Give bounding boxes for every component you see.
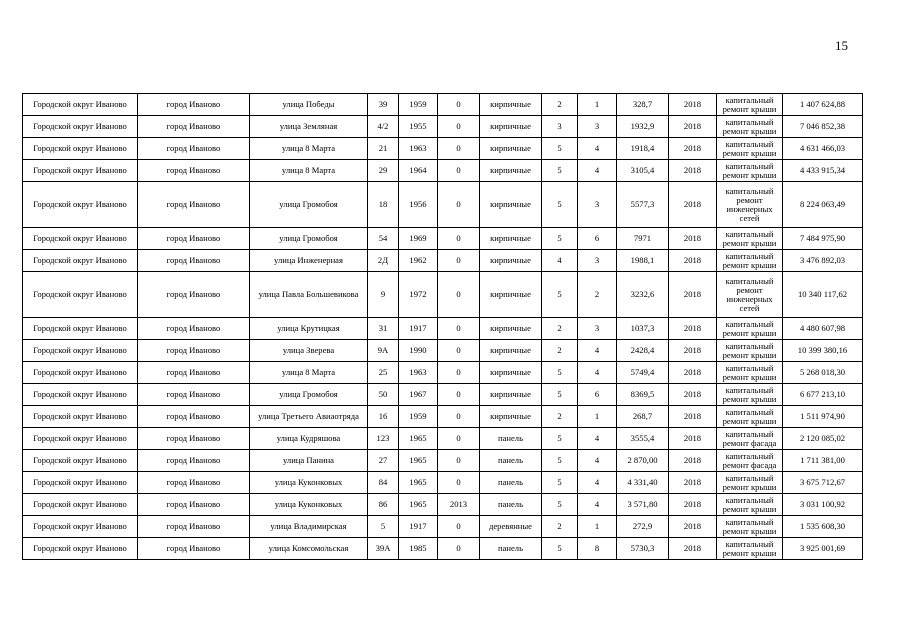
cell-municipality: Городской округ Иваново [23,160,138,182]
cell-municipality: Городской округ Иваново [23,472,138,494]
cell-plan-year: 2018 [669,428,717,450]
cell-plan-year: 2018 [669,138,717,160]
table-row [23,340,863,362]
cell-plan-year: 2018 [669,228,717,250]
cell-cost: 3 031 100,92 [783,494,863,516]
cell-area: 1037,3 [617,318,669,340]
cell-municipality: Городской округ Иваново [23,406,138,428]
cell-plan-year: 2018 [669,384,717,406]
cell-house-number: 54 [368,228,399,250]
cell-work-type: капитальный ремонт крыши [717,494,783,516]
cell-area: 1918,4 [617,138,669,160]
cell-area: 2 870,00 [617,450,669,472]
cell-settlement: город Иваново [138,428,250,450]
cell-build-year: 1972 [399,272,438,318]
cell-wall-material: кирпичные [480,272,542,318]
cell-area: 4 331,40 [617,472,669,494]
cell-area: 5749,4 [617,362,669,384]
cell-street: улица Зверева [250,340,368,362]
cell-settlement: город Иваново [138,318,250,340]
cell-house-number: 2Д [368,250,399,272]
cell-entrances: 3 [578,182,617,228]
cell-entrances: 4 [578,428,617,450]
cell-entrances: 2 [578,272,617,318]
cell-settlement: город Иваново [138,250,250,272]
cell-entrances: 4 [578,450,617,472]
cell-entrances: 4 [578,160,617,182]
cell-street: улица 8 Марта [250,362,368,384]
cell-plan-year: 2018 [669,516,717,538]
cell-municipality: Городской округ Иваново [23,318,138,340]
cell-area: 1932,9 [617,116,669,138]
cell-street: улица Куконковых [250,472,368,494]
cell-house-number: 4/2 [368,116,399,138]
cell-build-year: 1965 [399,472,438,494]
cell-floors: 5 [542,182,578,228]
cell-settlement: город Иваново [138,272,250,318]
cell-house-number: 5 [368,516,399,538]
cell-work-type: капитальный ремонт крыши [717,516,783,538]
cell-entrances: 1 [578,406,617,428]
cell-cost: 1 535 608,30 [783,516,863,538]
cell-build-year: 1959 [399,406,438,428]
cell-overhaul-year: 0 [438,450,480,472]
cell-overhaul-year: 0 [438,516,480,538]
table-row [23,318,863,340]
cell-work-type: капитальный ремонт крыши [717,94,783,116]
cell-municipality: Городской округ Иваново [23,272,138,318]
cell-house-number: 9 [368,272,399,318]
cell-plan-year: 2018 [669,406,717,428]
cell-cost: 3 476 892,03 [783,250,863,272]
buildings-table [22,93,863,560]
cell-street: улица Громобоя [250,384,368,406]
cell-settlement: город Иваново [138,450,250,472]
cell-work-type: капитальный ремонт крыши [717,160,783,182]
cell-plan-year: 2018 [669,250,717,272]
cell-work-type: капитальный ремонт крыши [717,116,783,138]
cell-floors: 5 [542,160,578,182]
cell-overhaul-year: 0 [438,362,480,384]
cell-build-year: 1969 [399,228,438,250]
cell-street: улица Кудряшова [250,428,368,450]
cell-cost: 10 340 117,62 [783,272,863,318]
cell-plan-year: 2018 [669,116,717,138]
cell-street: улица Третьего Авиаотряда [250,406,368,428]
cell-area: 2428,4 [617,340,669,362]
cell-municipality: Городской округ Иваново [23,138,138,160]
cell-overhaul-year: 0 [438,228,480,250]
cell-work-type: капитальный ремонт крыши [717,228,783,250]
cell-cost: 5 268 018,30 [783,362,863,384]
cell-cost: 3 675 712,67 [783,472,863,494]
cell-settlement: город Иваново [138,406,250,428]
cell-entrances: 1 [578,94,617,116]
cell-street: улица Куконковых [250,494,368,516]
cell-street: улица 8 Марта [250,160,368,182]
cell-house-number: 84 [368,472,399,494]
cell-floors: 5 [542,272,578,318]
table-row [23,116,863,138]
cell-house-number: 31 [368,318,399,340]
cell-municipality: Городской округ Иваново [23,116,138,138]
cell-settlement: город Иваново [138,116,250,138]
cell-cost: 1 407 624,88 [783,94,863,116]
cell-municipality: Городской округ Иваново [23,428,138,450]
cell-wall-material: кирпичные [480,318,542,340]
cell-work-type: капитальный ремонт крыши [717,406,783,428]
cell-overhaul-year: 0 [438,406,480,428]
table-row [23,516,863,538]
cell-overhaul-year: 0 [438,272,480,318]
cell-overhaul-year: 0 [438,94,480,116]
cell-settlement: город Иваново [138,472,250,494]
cell-build-year: 1963 [399,362,438,384]
cell-overhaul-year: 0 [438,138,480,160]
cell-area: 8369,5 [617,384,669,406]
cell-cost: 7 046 852,38 [783,116,863,138]
cell-build-year: 1990 [399,340,438,362]
cell-area: 7971 [617,228,669,250]
table-row [23,450,863,472]
cell-house-number: 39А [368,538,399,560]
cell-cost: 4 631 466,03 [783,138,863,160]
cell-plan-year: 2018 [669,94,717,116]
cell-municipality: Городской округ Иваново [23,516,138,538]
cell-build-year: 1965 [399,494,438,516]
cell-area: 5577,3 [617,182,669,228]
cell-municipality: Городской округ Иваново [23,494,138,516]
cell-overhaul-year: 0 [438,384,480,406]
cell-work-type: капитальный ремонт крыши [717,384,783,406]
cell-work-type: капитальный ремонт крыши [717,472,783,494]
cell-wall-material: панель [480,428,542,450]
cell-area: 5730,3 [617,538,669,560]
cell-plan-year: 2018 [669,182,717,228]
cell-settlement: город Иваново [138,160,250,182]
cell-floors: 2 [542,516,578,538]
cell-municipality: Городской округ Иваново [23,340,138,362]
cell-overhaul-year: 0 [438,116,480,138]
cell-municipality: Городской округ Иваново [23,182,138,228]
cell-build-year: 1955 [399,116,438,138]
cell-wall-material: кирпичные [480,116,542,138]
cell-floors: 5 [542,494,578,516]
cell-work-type: капитальный ремонт инженерных сетей [717,272,783,318]
cell-settlement: город Иваново [138,494,250,516]
table-row [23,362,863,384]
cell-work-type: капитальный ремонт фасада [717,450,783,472]
cell-overhaul-year: 0 [438,318,480,340]
cell-work-type: капитальный ремонт крыши [717,538,783,560]
cell-house-number: 86 [368,494,399,516]
cell-wall-material: кирпичные [480,138,542,160]
cell-settlement: город Иваново [138,362,250,384]
cell-wall-material: панель [480,472,542,494]
cell-house-number: 50 [368,384,399,406]
cell-street: улица 8 Марта [250,138,368,160]
cell-entrances: 3 [578,116,617,138]
cell-street: улица Инженерная [250,250,368,272]
cell-floors: 5 [542,428,578,450]
cell-work-type: капитальный ремонт инженерных сетей [717,182,783,228]
cell-wall-material: кирпичные [480,362,542,384]
cell-house-number: 18 [368,182,399,228]
cell-cost: 10 399 380,16 [783,340,863,362]
cell-plan-year: 2018 [669,472,717,494]
cell-area: 3105,4 [617,160,669,182]
cell-area: 3555,4 [617,428,669,450]
cell-build-year: 1965 [399,450,438,472]
cell-wall-material: кирпичные [480,340,542,362]
cell-overhaul-year: 0 [438,182,480,228]
cell-plan-year: 2018 [669,272,717,318]
cell-entrances: 6 [578,384,617,406]
page-number: 15 [835,38,848,53]
cell-municipality: Городской округ Иваново [23,538,138,560]
cell-wall-material: панель [480,538,542,560]
cell-floors: 2 [542,94,578,116]
cell-street: улица Земляная [250,116,368,138]
cell-build-year: 1963 [399,138,438,160]
cell-floors: 2 [542,318,578,340]
cell-cost: 4 480 607,98 [783,318,863,340]
cell-floors: 4 [542,250,578,272]
cell-area: 328,7 [617,94,669,116]
cell-floors: 5 [542,472,578,494]
cell-house-number: 27 [368,450,399,472]
cell-wall-material: кирпичные [480,384,542,406]
cell-cost: 1 711 381,00 [783,450,863,472]
cell-build-year: 1962 [399,250,438,272]
table-row [23,94,863,116]
table-row [23,406,863,428]
cell-municipality: Городской округ Иваново [23,250,138,272]
cell-cost: 7 484 975,90 [783,228,863,250]
cell-municipality: Городской округ Иваново [23,450,138,472]
cell-plan-year: 2018 [669,340,717,362]
cell-floors: 5 [542,384,578,406]
cell-house-number: 16 [368,406,399,428]
table-row [23,384,863,406]
table-row [23,272,863,318]
cell-plan-year: 2018 [669,450,717,472]
cell-house-number: 9А [368,340,399,362]
cell-wall-material: панель [480,450,542,472]
cell-plan-year: 2018 [669,362,717,384]
cell-area: 272,9 [617,516,669,538]
cell-street: улица Владимирская [250,516,368,538]
cell-street: улица Победы [250,94,368,116]
cell-cost: 8 224 063,49 [783,182,863,228]
cell-overhaul-year: 2013 [438,494,480,516]
cell-settlement: город Иваново [138,182,250,228]
cell-area: 1988,1 [617,250,669,272]
cell-wall-material: кирпичные [480,228,542,250]
cell-floors: 5 [542,138,578,160]
cell-overhaul-year: 0 [438,428,480,450]
cell-entrances: 4 [578,138,617,160]
cell-floors: 5 [542,538,578,560]
cell-cost: 1 511 974,90 [783,406,863,428]
cell-house-number: 123 [368,428,399,450]
cell-build-year: 1967 [399,384,438,406]
cell-street: улица Громобоя [250,182,368,228]
cell-plan-year: 2018 [669,318,717,340]
cell-house-number: 29 [368,160,399,182]
cell-area: 3232,6 [617,272,669,318]
cell-work-type: капитальный ремонт крыши [717,138,783,160]
cell-build-year: 1917 [399,516,438,538]
cell-municipality: Городской округ Иваново [23,362,138,384]
cell-street: улица Панина [250,450,368,472]
cell-plan-year: 2018 [669,160,717,182]
cell-work-type: капитальный ремонт крыши [717,362,783,384]
cell-overhaul-year: 0 [438,340,480,362]
cell-settlement: город Иваново [138,538,250,560]
cell-wall-material: кирпичные [480,250,542,272]
cell-floors: 3 [542,116,578,138]
cell-entrances: 3 [578,318,617,340]
cell-settlement: город Иваново [138,384,250,406]
cell-house-number: 21 [368,138,399,160]
cell-build-year: 1985 [399,538,438,560]
cell-street: улица Громобоя [250,228,368,250]
cell-overhaul-year: 0 [438,472,480,494]
cell-municipality: Городской округ Иваново [23,94,138,116]
cell-overhaul-year: 0 [438,538,480,560]
cell-entrances: 6 [578,228,617,250]
cell-work-type: капитальный ремонт крыши [717,250,783,272]
cell-floors: 5 [542,228,578,250]
table-row [23,428,863,450]
table-row [23,250,863,272]
table-row [23,228,863,250]
cell-house-number: 25 [368,362,399,384]
cell-house-number: 39 [368,94,399,116]
table-row [23,538,863,560]
cell-work-type: капитальный ремонт крыши [717,318,783,340]
cell-area: 268,7 [617,406,669,428]
cell-cost: 4 433 915,34 [783,160,863,182]
cell-entrances: 4 [578,494,617,516]
cell-floors: 2 [542,340,578,362]
cell-cost: 2 120 085,02 [783,428,863,450]
cell-settlement: город Иваново [138,516,250,538]
cell-street: улица Комсомольская [250,538,368,560]
cell-settlement: город Иваново [138,138,250,160]
cell-floors: 5 [542,450,578,472]
cell-wall-material: кирпичные [480,182,542,228]
table-row [23,182,863,228]
cell-plan-year: 2018 [669,494,717,516]
cell-wall-material: деревянные [480,516,542,538]
table-row [23,160,863,182]
cell-entrances: 4 [578,472,617,494]
cell-build-year: 1964 [399,160,438,182]
cell-work-type: капитальный ремонт крыши [717,340,783,362]
cell-entrances: 1 [578,516,617,538]
cell-floors: 2 [542,406,578,428]
cell-entrances: 3 [578,250,617,272]
cell-wall-material: панель [480,494,542,516]
cell-plan-year: 2018 [669,538,717,560]
cell-floors: 5 [542,362,578,384]
cell-entrances: 8 [578,538,617,560]
cell-wall-material: кирпичные [480,94,542,116]
table-row [23,494,863,516]
cell-cost: 6 677 213,10 [783,384,863,406]
cell-build-year: 1956 [399,182,438,228]
cell-wall-material: кирпичные [480,406,542,428]
cell-cost: 3 925 001,69 [783,538,863,560]
cell-street: улица Крутицкая [250,318,368,340]
cell-street: улица Павла Большевикова [250,272,368,318]
cell-entrances: 4 [578,362,617,384]
cell-overhaul-year: 0 [438,250,480,272]
cell-entrances: 4 [578,340,617,362]
cell-municipality: Городской округ Иваново [23,228,138,250]
table-body [23,94,863,560]
cell-settlement: город Иваново [138,228,250,250]
cell-area: 3 571,80 [617,494,669,516]
cell-settlement: город Иваново [138,340,250,362]
table-row [23,472,863,494]
cell-build-year: 1965 [399,428,438,450]
cell-work-type: капитальный ремонт фасада [717,428,783,450]
cell-municipality: Городской округ Иваново [23,384,138,406]
cell-settlement: город Иваново [138,94,250,116]
cell-build-year: 1959 [399,94,438,116]
cell-overhaul-year: 0 [438,160,480,182]
cell-build-year: 1917 [399,318,438,340]
cell-wall-material: кирпичные [480,160,542,182]
table-row [23,138,863,160]
